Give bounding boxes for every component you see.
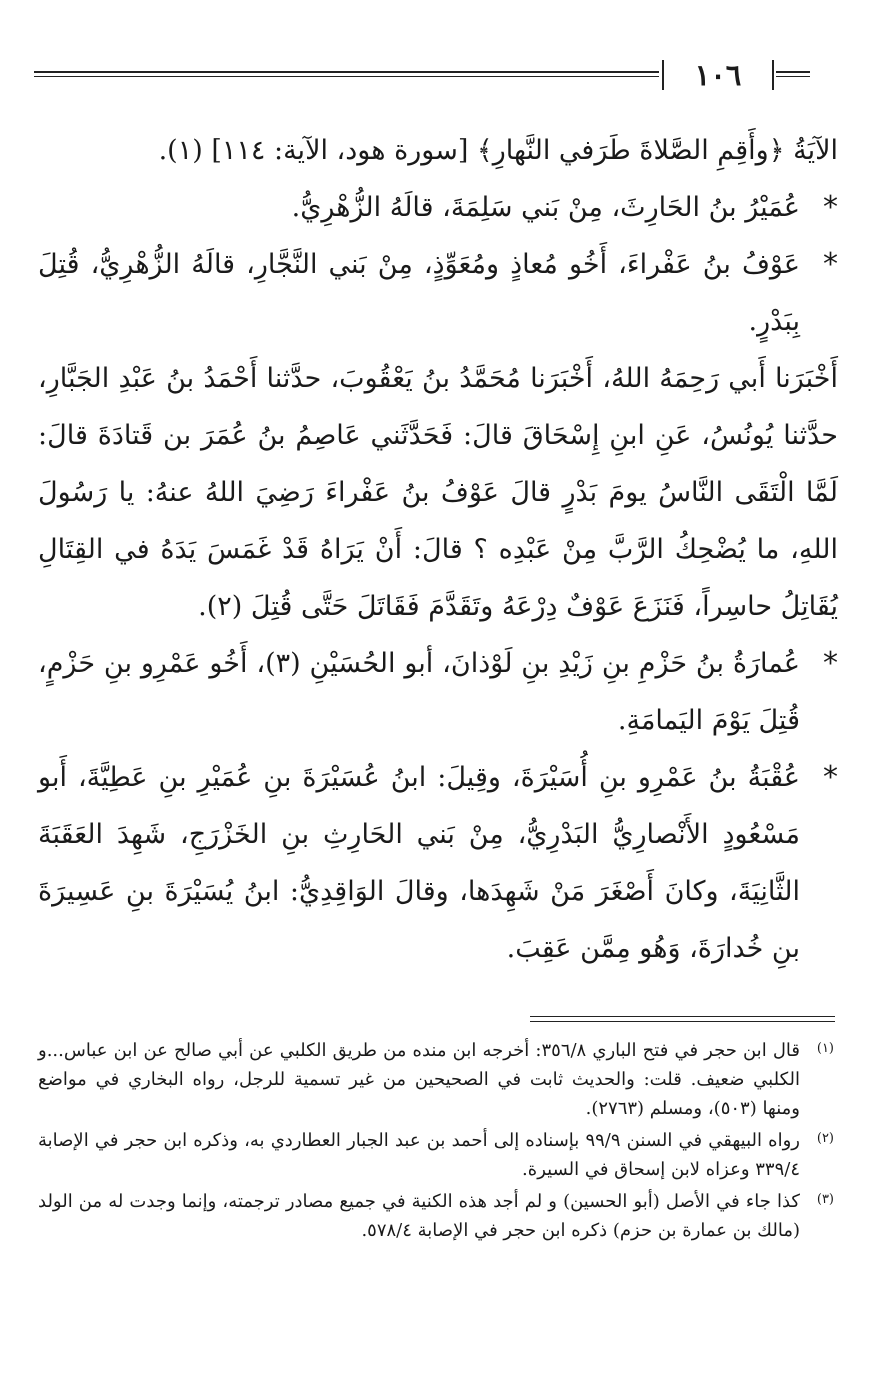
footnote-number: (١) [816,1041,834,1056]
footnote-1 [38,1036,838,1123]
footnote-3 [38,1187,838,1245]
footnote-number: (٣) [816,1192,834,1207]
footnote-text: قال ابن حجر في فتح الباري ٣٥٦/٨: أخرجه ابن منده من طريق الكلبي عن أبي صالح عن ابن عباس...و الكلبي ضعيف. قلت: والحديث ثابت في الصحيحين من غير تسمية للرجل، رواه البخاري في مواضع ومنها (٥٠٣)، ومسلم (٢٧٦٣). [38,1040,800,1119]
entry-umara [38,635,838,749]
footnote-separator [530,1016,835,1017]
entry-star: * [823,760,838,795]
entry-text: عُمارَةُ بنُ حَزْمِ بنِ زَيْدِ بنِ لَوْذانَ، أبو الحُسَيْنِ (٣)، أَخُو عَمْرِو بنِ حَزْمٍ، قُتِلَ يَوْمَ اليَمامَةِ. [38,648,800,736]
entry-umair [38,179,838,236]
entry-star: * [823,190,838,225]
page-number: ١٠٦ [694,58,742,92]
entry-star: * [823,247,838,282]
entry-star: * [823,646,838,681]
main-text [38,122,838,977]
footnote-text: رواه البيهقي في السنن ٩٩/٩ بإسناده إلى أحمد بن عبد الجبار العطاردي به، وذكره ابن حجر في الإصابة ٣٣٩/٤ وعزاه لابن إسحاق في السيرة. [38,1130,800,1180]
header-rule-short-thin [776,76,810,77]
header-rule-thin [34,76,659,77]
entry-text: عَوْفُ بنُ عَفْراءَ، أَخُو مُعاذٍ ومُعَوِّذٍ، مِنْ بَني النَّجَّارِ، قالَهُ الزُّهْرِيُّ، قُتِلَ بِبَدْرٍ. [38,249,800,337]
entry-text: عُمَيْرُ بنُ الحَارِثَ، مِنْ بَني سَلِمَةَ، قالَهُ الزُّهْرِيُّ. [291,192,800,223]
footnote-2 [38,1126,838,1184]
page-header [34,56,810,96]
header-bar-left [662,60,664,90]
entry-uqba [38,749,838,977]
header-rule [34,71,659,73]
footnote-number: (٢) [816,1131,834,1146]
entry-awf [38,236,838,350]
header-rule-short [776,71,810,73]
narration-paragraph: أَخْبَرَنا أَبي رَحِمَهُ اللهُ، أَخْبَرَنا مُحَمَّدُ بنُ يَعْقُوبَ، حدَّثنا أَحْمَدُ بنُ عَبْدِ الجَبَّارِ، حدَّثنا يُونُسُ، عَنِ ابنِ إِسْحَاقَ قالَ: فَحَدَّثَني عَاصِمُ بنُ عُمَرَ بن قَتادَةَ قالَ: لَمَّا الْتَقَى النَّاسُ يومَ بَدْرٍ قالَ عَوْفُ بنُ عَفْراءَ رَضِيَ اللهُ عنهُ: يا رَسُولَ اللهِ، ما يُضْحِكُ الرَّبَّ مِنْ عَبْدِه ؟ قالَ: أَنْ يَرَاهُ قَدْ غَمَسَ يَدَهُ في القِتَالِ يُقَاتِلُ حاسِراً، فَنَزَعَ عَوْفٌ دِرْعَهُ وتَقَدَّمَ فَقَاتَلَ حَتَّى قُتِلَ (٢). [38,363,838,622]
verse-line: الآيَةُ ﴿وأَقِمِ الصَّلاةَ طَرَفي النَّهارِ﴾ [سورة هود، الآية: ١١٤] (١). [158,135,838,166]
footnote-text: كذا جاء في الأصل (أبو الحسين) و لم أجد هذه الكنية في جميع مصادر ترجمته، وإنما وجدت له من الولد (مالك بن عمارة بن حزم) ذكره ابن حجر في الإصابة ٥٧٨/٤. [38,1191,800,1241]
entry-text: عُقْبَةُ بنُ عَمْرِو بنِ أُسَيْرَةَ، وقِيلَ: ابنُ عُسَيْرَةَ بنِ عُمَيْرِ بنِ عَطِيَّةَ، أَبو مَسْعُودٍ الأَنْصارِيُّ البَدْرِيُّ، مِنْ بَني الحَارِثِ بنِ الخَزْرَجِ، شَهِدَ العَقَبَةَ الثَّانِيَةَ، وكانَ أَصْغَرَ مَنْ شَهِدَها، وقالَ الوَاقِدِيُّ: ابنُ يُسَيْرَةَ بنِ عَسِيرَةَ بنِ خُدارَةَ، وَهُو مِمَّن عَقِبَ. [38,762,800,964]
footnote-separator-thin [530,1021,835,1022]
header-bar-right [772,60,774,90]
footnotes [38,1036,838,1248]
